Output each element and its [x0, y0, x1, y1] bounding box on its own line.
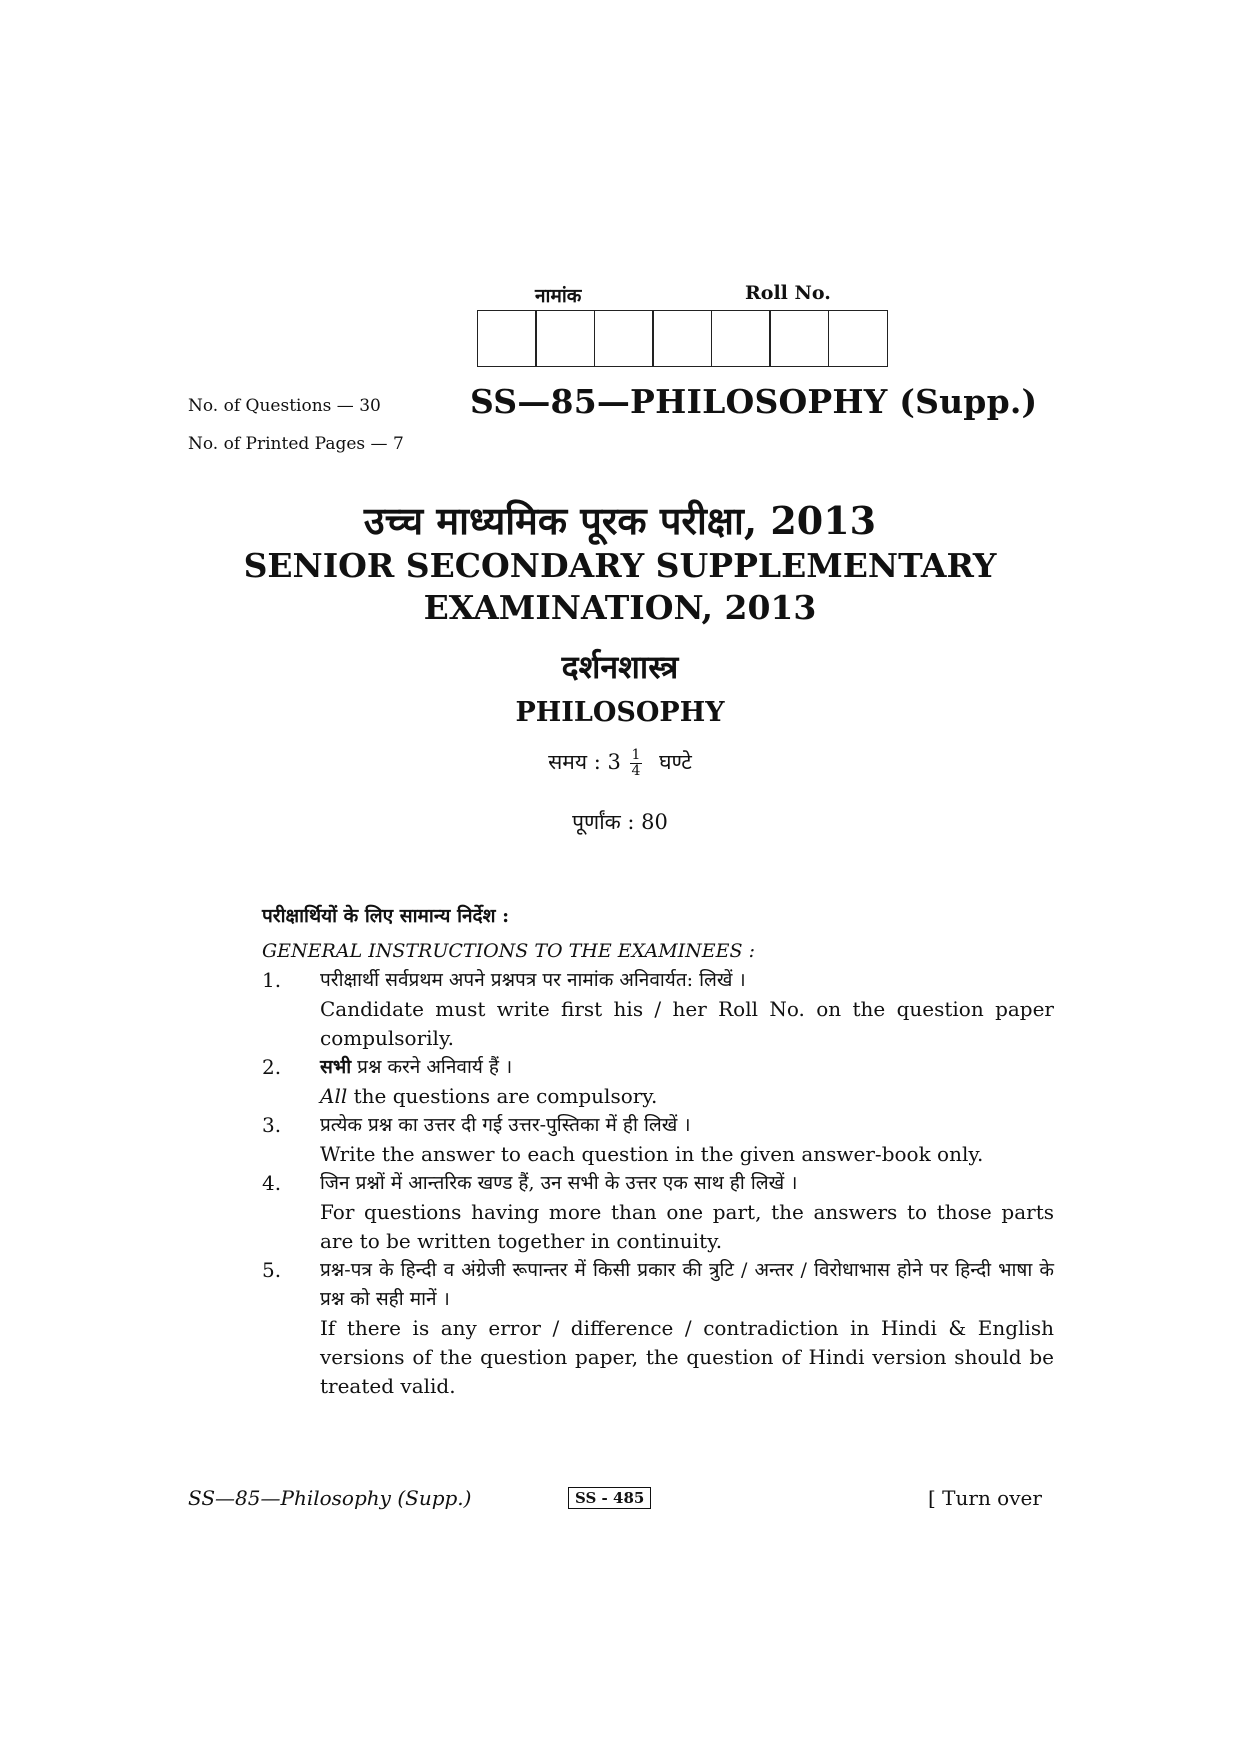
instructions-heading-hindi: परीक्षार्थियों के लिए सामान्य निर्देश :: [262, 905, 510, 927]
roll-box[interactable]: [711, 310, 771, 367]
paper-code: SS—85—PHILOSOPHY (Supp.): [470, 382, 1038, 421]
roll-box[interactable]: [652, 310, 712, 367]
time-unit: घण्टे: [659, 750, 692, 774]
emphasis-italic: All: [320, 1084, 348, 1108]
exam-title-hindi: उच्च माध्यमिक पूरक परीक्षा, 2013: [363, 498, 877, 543]
instructions-list: [262, 966, 1054, 1401]
number-of-questions: No. of Questions — 30: [188, 396, 381, 416]
instruction-number: 5.: [262, 1258, 282, 1282]
instruction-item: [262, 1169, 1054, 1256]
instruction-english: If there is any error / difference / contradiction in Hindi & English versions of the question paper, the question of Hindi version should be treated valid.: [320, 1316, 1054, 1398]
roll-box[interactable]: [535, 310, 595, 367]
instruction-item: [262, 1053, 1054, 1111]
footer-paper-code: SS - 485: [568, 1487, 651, 1509]
turn-over-note: [ Turn over: [928, 1486, 1042, 1510]
subject-hindi: दर्शनशास्त्र: [561, 648, 679, 686]
instruction-english: For questions having more than one part, the answers to those parts are to be written together in continuity.: [320, 1200, 1054, 1253]
instruction-english: [320, 1082, 1054, 1111]
roll-box[interactable]: [828, 310, 888, 367]
instruction-hindi: [320, 1053, 1054, 1082]
time-label: समय : 3: [548, 750, 621, 774]
roll-label-hindi: नामांक: [535, 285, 582, 307]
instruction-number: 1.: [262, 968, 282, 992]
instruction-hindi: प्रश्न-पत्र के हिन्दी व अंग्रेजी रूपान्तर में किसी प्रकार की त्रुटि / अन्तर / विरोधाभास होने पर हिन्दी भाषा के प्रश्न को सही मानें ।: [320, 1259, 1054, 1310]
time-fraction: [630, 748, 643, 779]
instructions-heading-english: GENERAL INSTRUCTIONS TO THE EXAMINEES :: [262, 940, 755, 962]
exam-title-line-1: SENIOR SECONDARY SUPPLEMENTARY: [243, 546, 997, 585]
instruction-item: [262, 966, 1054, 1053]
instruction-hindi: जिन प्रश्नों में आन्तरिक खण्ड हैं, उन सभी के उत्तर एक साथ ही लिखें ।: [320, 1172, 798, 1194]
roll-box[interactable]: [477, 310, 537, 367]
subject-english: PHILOSOPHY: [515, 697, 725, 728]
time-allowed: [0, 748, 1240, 779]
footer-paper-name: SS—85—Philosophy (Supp.): [188, 1486, 472, 1510]
number-of-pages: No. of Printed Pages — 7: [188, 434, 404, 454]
exam-title-line-2: EXAMINATION, 2013: [423, 588, 817, 627]
roll-box[interactable]: [594, 310, 654, 367]
roll-box[interactable]: [769, 310, 829, 367]
instruction-number: 4.: [262, 1171, 282, 1195]
fraction-numerator: 1: [631, 747, 641, 763]
instruction-english: Write the answer to each question in the given answer-book only.: [320, 1142, 984, 1166]
instruction-item: [262, 1256, 1054, 1401]
exam-title-english: [0, 545, 1240, 629]
instruction-item: [262, 1111, 1054, 1169]
instruction-number: 3.: [262, 1113, 282, 1137]
instruction-hindi: परीक्षार्थी सर्वप्रथम अपने प्रश्नपत्र पर नामांक अनिवार्यत: लिखें ।: [320, 969, 746, 991]
emphasis-bold: सभी: [320, 1056, 352, 1078]
maximum-marks: पूर्णांक : 80: [572, 810, 668, 834]
instruction-number: 2.: [262, 1055, 282, 1079]
instruction-hindi-text: प्रश्न करने अनिवार्य हैं ।: [351, 1056, 513, 1078]
instruction-hindi: प्रत्येक प्रश्न का उत्तर दी गई उत्तर-पुस्तिका में ही लिखें ।: [320, 1114, 691, 1136]
fraction-denominator: 4: [631, 763, 641, 779]
roll-number-boxes: [478, 310, 888, 367]
instruction-english-text: the questions are compulsory.: [347, 1084, 658, 1108]
roll-label-english: Roll No.: [745, 282, 831, 304]
instruction-english: Candidate must write first his / her Roll No. on the question paper compulsorily.: [320, 997, 1054, 1050]
